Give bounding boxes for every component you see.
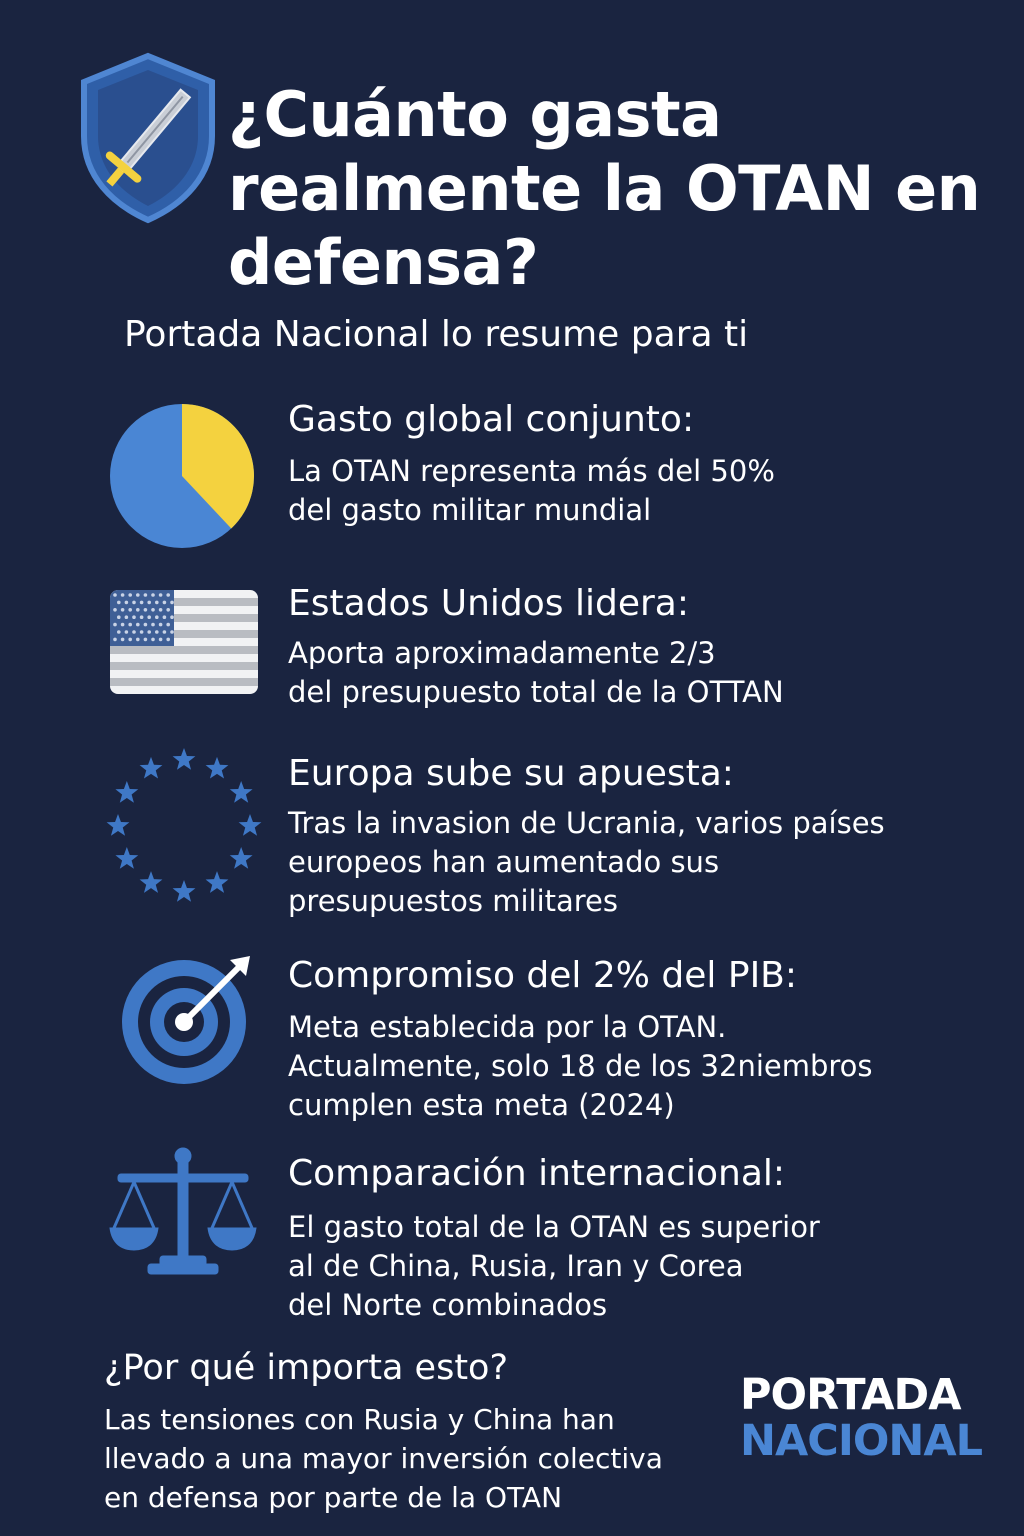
eu-star [115,781,138,803]
section-body: Meta establecida por la OTAN. Actualmente, solo 18 de los 32niembros cumplen esta meta (2024) [288,1010,873,1122]
flag-star [125,615,129,619]
flag-star [159,638,163,642]
flag-star [132,601,136,605]
logo-line1: PORTADA [740,1370,961,1420]
flag-star [151,608,155,612]
flag-star [125,601,129,605]
section-heading: Comparación internacional: [288,1153,786,1194]
flag-star [159,593,163,597]
flag-star [155,630,159,634]
flag-star [113,608,117,612]
section-body: Tras la invasion de Ucrania, varios países europeos han aumentado sus presupuestos militares [288,806,885,918]
section-heading: Compromiso del 2% del PIB: [288,955,798,996]
flag-star [144,608,148,612]
shield-sword-icon [78,52,218,224]
flag-star [166,638,170,642]
flag-star [136,623,140,627]
eu-star [239,814,262,836]
eu-star [230,847,253,869]
flag-star [151,638,155,642]
flag-star [170,615,174,619]
page-title: ¿Cuánto gasta realmente la OTAN en defensa? [228,78,981,299]
flag-star [128,623,132,627]
flag-star [155,615,159,619]
eu-star [173,880,196,902]
eu-star [140,757,163,779]
flag-star [128,638,132,642]
flag-star [147,630,151,634]
eu-star [206,757,229,779]
flag-star [128,593,132,597]
flag-star [159,623,163,627]
eu-star [206,871,229,893]
flag-star [170,630,174,634]
flag-star [140,615,144,619]
flag-star [155,601,159,605]
flag-star [163,630,167,634]
flag-star [163,615,167,619]
flag-star [121,608,125,612]
flag-star [117,615,121,619]
flag-star [166,593,170,597]
section-heading: Europa sube su apuesta: [288,753,734,794]
flag-star [170,601,174,605]
eu-star [115,847,138,869]
flag-star [121,593,125,597]
flag-star [136,593,140,597]
flag-star [128,608,132,612]
flag-star [140,630,144,634]
flag-star [140,601,144,605]
flag-star [132,630,136,634]
eu-star [230,781,253,803]
eu-stars-icon [102,744,266,908]
section-body: Aporta aproximadamente 2/3 del presupuesto total de la OTTAN [288,636,784,709]
section-heading: Gasto global conjunto: [288,399,695,440]
logo-line2: NACIONAL [740,1416,983,1466]
flag-star [136,638,140,642]
section-heading: Estados Unidos lidera: [288,583,689,624]
flag-star [113,638,117,642]
us-flag-icon [110,590,258,694]
flag-star [144,593,148,597]
flag-star [144,623,148,627]
flag-star [117,601,121,605]
eu-star [140,871,163,893]
flag-star [117,630,121,634]
flag-star [151,623,155,627]
section-body: El gasto total de la OTAN es superior al de China, Rusia, Iran y Corea del Norte combinados [288,1210,820,1322]
flag-star [151,593,155,597]
flag-star [113,593,117,597]
section-body: La OTAN representa más del 50% del gasto militar mundial [288,454,775,527]
eu-star [107,814,130,836]
flag-star [166,608,170,612]
portada-nacional-logo [740,1370,983,1466]
flag-star [147,615,151,619]
flag-star [166,623,170,627]
eu-star [173,748,196,770]
scales-icon [108,1146,258,1286]
flag-star [144,638,148,642]
flag-star [163,601,167,605]
flag-star [113,623,117,627]
flag-star [121,638,125,642]
flag-star [136,608,140,612]
flag-star [132,615,136,619]
flag-star [121,623,125,627]
flag-star [159,608,163,612]
why-body: Las tensiones con Rusia y China han llevado a una mayor inversión colectiva en defensa por parte de la OTAN [104,1403,663,1514]
pie-chart-icon [108,402,256,550]
why-title: ¿Por qué importa esto? [104,1348,509,1388]
target-icon [118,954,258,1088]
flag-star [147,601,151,605]
page-subtitle: Portada Nacional lo resume para ti [124,314,749,355]
flag-star [125,630,129,634]
